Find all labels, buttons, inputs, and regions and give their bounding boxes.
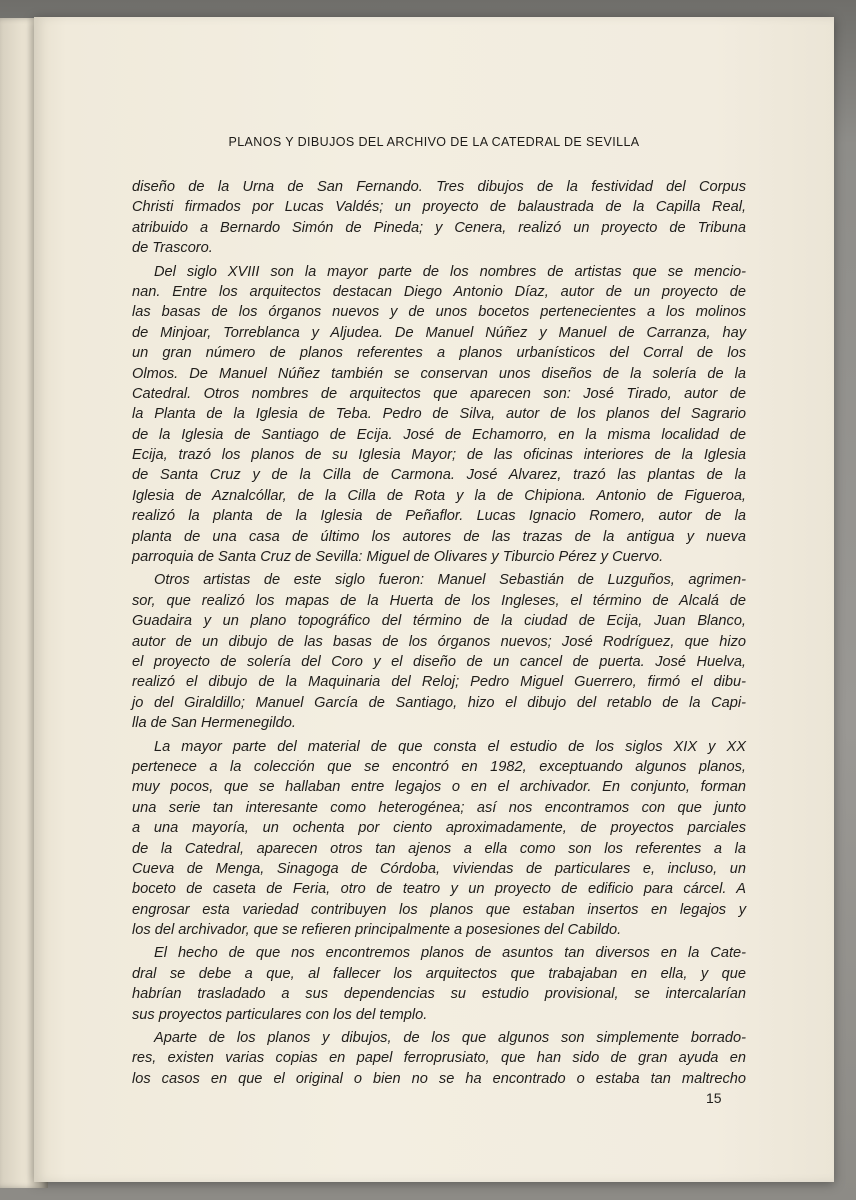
text-line: nan. Entre los arquitectos destacan Diego Antonio Díaz, autor de un proyecto de bbox=[132, 283, 746, 300]
text-line: una serie tan interesante como heterogénea; así nos encontramos con que junto bbox=[132, 799, 746, 816]
paragraph bbox=[132, 943, 746, 1025]
text-line: boceto de caseta de Feria, otro de teatro y un proyecto de edificio para cárcel. A bbox=[132, 881, 746, 898]
page-number: 15 bbox=[706, 1090, 722, 1106]
text-line: de la Iglesia de Santiago de Ecija. José de Echamorro, en la misma localidad de bbox=[132, 426, 746, 443]
text-line: autor de un dibujo de las basas de los órganos nuevos; José Rodríguez, que hizo bbox=[132, 633, 746, 650]
text-line: la Planta de la Iglesia de Teba. Pedro de Silva, autor de los planos del Sagrario bbox=[132, 406, 746, 423]
text-line: de la Catedral, aparecen otros tan ajenos a ella como son los referentes a la bbox=[132, 840, 746, 857]
text-line: de Santa Cruz y de la Cilla de Carmona. José Alvarez, trazó las plantas de la bbox=[132, 467, 746, 484]
text-line: Cueva de Menga, Sinagoga de Córdoba, viviendas de particulares e, incluso, un bbox=[132, 860, 746, 877]
text-line: muy pocos, que se hallaban entre legajos o en el archivador. En conjunto, forman bbox=[132, 779, 746, 796]
paragraph bbox=[132, 1028, 746, 1089]
text-line: planta de una casa de último los autores de las trazas de la antigua y nueva bbox=[132, 528, 746, 545]
text-line: de Trascoro. bbox=[132, 240, 213, 257]
text-line: Iglesia de Aznalcóllar, de la Cilla de Rota y la de Chipiona. Antonio de Figueroa, bbox=[132, 487, 746, 504]
text-line: lla de San Hermenegildo. bbox=[132, 715, 296, 732]
paragraph bbox=[132, 737, 746, 941]
text-line: Christi firmados por Lucas Valdés; un proyecto de balaustrada de la Capilla Real, bbox=[132, 199, 746, 216]
text-line: realizó la planta de la Iglesia de Peñaflor. Lucas Ignacio Romero, autor de la bbox=[132, 508, 746, 525]
text-line: jo del Giraldillo; Manuel García de Santiago, hizo el dibujo del retablo de la Capi- bbox=[132, 694, 746, 711]
text-line: Catedral. Otros nombres de arquitectos que aparecen son: José Tirado, autor de bbox=[132, 385, 746, 402]
text-line: el proyecto de solería del Coro y el diseño de un cancel de puerta. José Huelva, bbox=[132, 653, 746, 670]
paragraph bbox=[132, 177, 746, 259]
text-line: parroquia de Santa Cruz de Sevilla: Miguel de Olivares y Tiburcio Pérez y Cuervo. bbox=[132, 549, 664, 566]
text-line: diseño de la Urna de San Fernando. Tres dibujos de la festividad del Corpus bbox=[132, 179, 746, 195]
paragraph bbox=[132, 570, 746, 733]
text-line: Ecija, trazó los planos de su Iglesia Mayor; de las oficinas interiores de la Iglesia bbox=[132, 447, 746, 464]
text-line: res, existen varias copias en papel ferroprusiato, que han sido de gran ayuda en bbox=[132, 1050, 746, 1067]
text-line: realizó el dibujo de la Maquinaria del Reloj; Pedro Miguel Guerrero, firmó el dibu- bbox=[132, 674, 746, 691]
text-line: Aparte de los planos y dibujos, de los que algunos son simplemente borrado- bbox=[154, 1030, 746, 1047]
text-line: los del archivador, que se refieren principalmente a posesiones del Cabildo. bbox=[132, 922, 622, 939]
text-line: La mayor parte del material de que consta el estudio de los siglos XIX y XX bbox=[154, 738, 746, 755]
text-line: atribuido a Bernardo Simón de Pineda; y Cenera, realizó un proyecto de Tribuna bbox=[132, 219, 746, 236]
body-text bbox=[132, 177, 746, 1092]
text-line: un gran número de planos referentes a planos urbanísticos del Corral de los bbox=[132, 345, 746, 362]
text-line: de Minjoar, Torreblanca y Aljudea. De Manuel Núñez y Manuel de Carranza, hay bbox=[132, 324, 746, 341]
text-line: pertenece a la colección que se encontró en 1982, exceptuando algunos planos, bbox=[132, 758, 746, 775]
text-line: Otros artistas de este siglo fueron: Manuel Sebastián de Luzguños, agrimen- bbox=[154, 572, 746, 589]
running-header: PLANOS Y DIBUJOS DEL ARCHIVO DE LA CATEDRAL DE SEVILLA bbox=[228, 135, 640, 149]
text-line: dral se debe a que, al fallecer los arquitectos que trabajaban en ella, y que bbox=[132, 965, 746, 982]
text-line: a una mayoría, un ochenta por ciento aproximadamente, de proyectos parciales bbox=[132, 820, 746, 837]
text-line: Del siglo XVIII son la mayor parte de los nombres de artistas que se mencio- bbox=[154, 263, 746, 280]
text-line: las basas de los órganos nuevos y de unos bocetos pertenecientes a los molinos bbox=[132, 304, 746, 321]
text-line: sor, que realizó los mapas de la Huerta de los Ingleses, el término de Alcalá de bbox=[132, 592, 746, 609]
text-line: Olmos. De Manuel Núñez también se conservan unos diseños de la solería de la bbox=[132, 365, 746, 382]
paragraph bbox=[132, 262, 746, 568]
text-line: sus proyectos particulares con los del templo. bbox=[132, 1006, 428, 1023]
text-line: habrían trasladado a sus dependencias su estudio provisional, se intercalarían bbox=[132, 986, 746, 1003]
text-line: El hecho de que nos encontremos planos de asuntos tan diversos en la Cate- bbox=[154, 945, 746, 962]
text-line: los casos en que el original o bien no se ha encontrado o estaba tan maltrecho bbox=[132, 1070, 746, 1087]
book-page bbox=[34, 17, 834, 1182]
text-line: Guadaira y un plano topográfico del término de la ciudad de Ecija, Juan Blanco, bbox=[132, 613, 746, 630]
text-line: engrosar esta variedad contribuyen los planos que estaban insertos en legajos y bbox=[132, 901, 746, 918]
